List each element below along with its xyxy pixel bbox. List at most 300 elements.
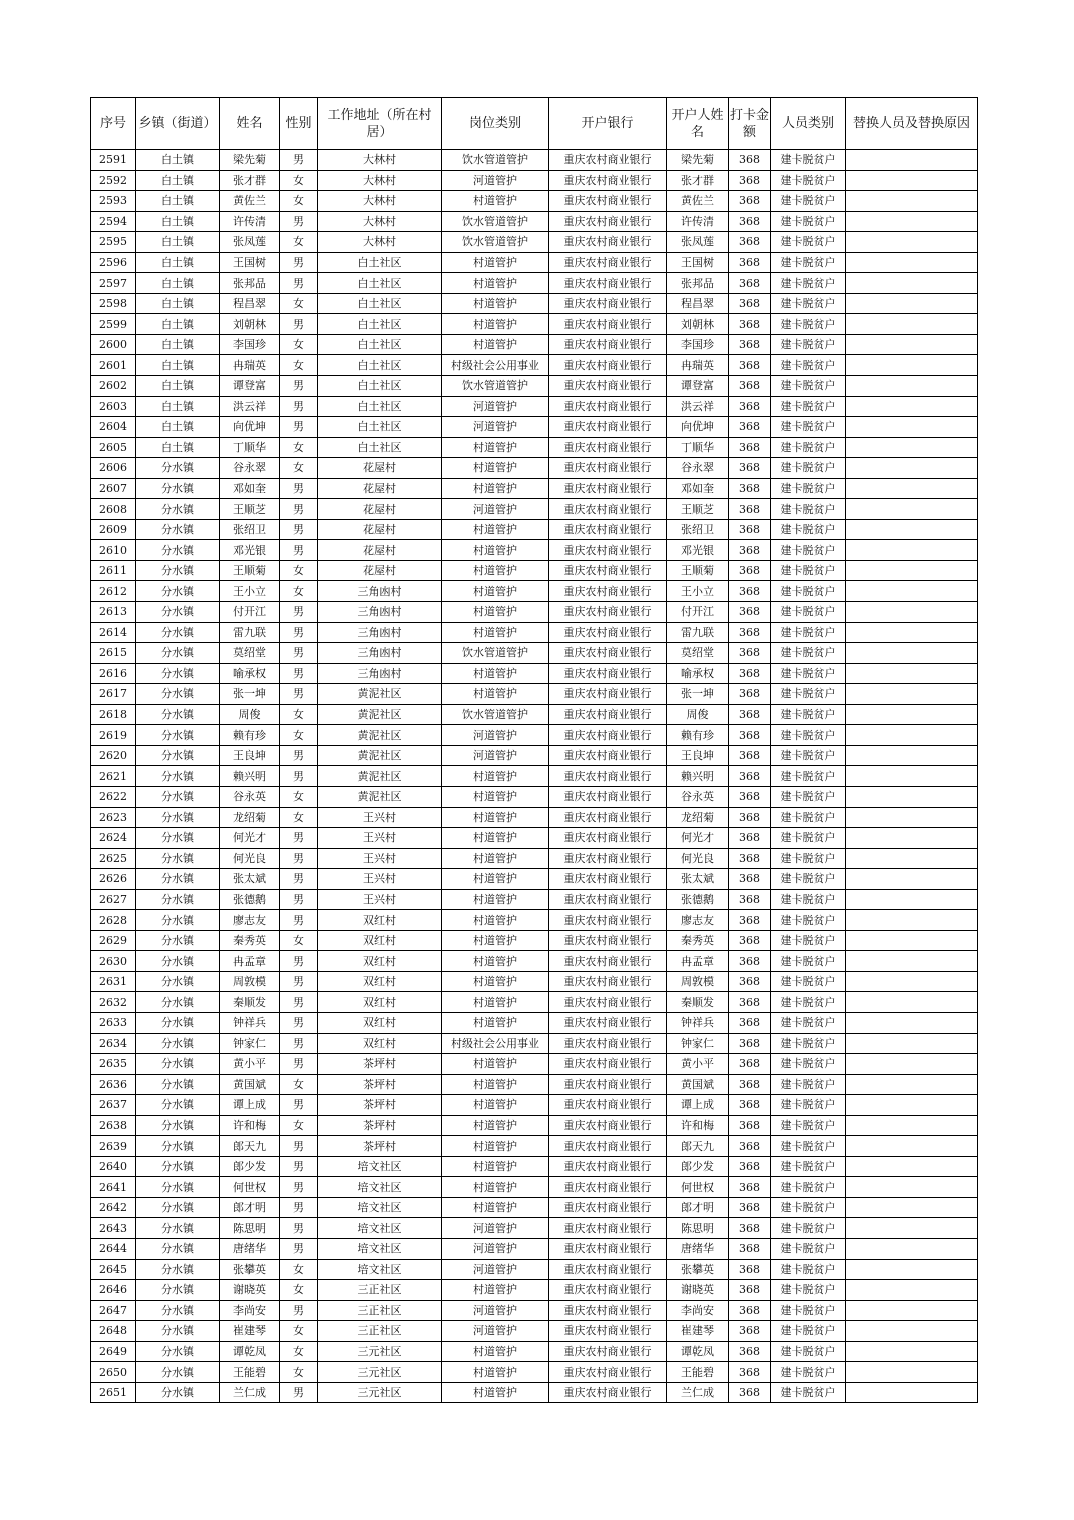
cell-amount: 368 bbox=[729, 314, 771, 335]
cell-name: 黄国斌 bbox=[220, 1074, 280, 1095]
cell-person-category: 建卡脱贫户 bbox=[771, 191, 846, 212]
cell-account-holder: 张邦品 bbox=[667, 273, 729, 294]
cell-replacement bbox=[846, 766, 978, 787]
cell-name: 王良坤 bbox=[220, 745, 280, 766]
cell-post-type: 村道管护 bbox=[442, 458, 549, 479]
cell-post-type: 村道管护 bbox=[442, 889, 549, 910]
cell-account-holder: 黄国斌 bbox=[667, 1074, 729, 1095]
cell-work-address: 三元社区 bbox=[318, 1362, 442, 1383]
cell-amount: 368 bbox=[729, 581, 771, 602]
table-row bbox=[91, 704, 978, 725]
cell-bank: 重庆农村商业银行 bbox=[549, 499, 667, 520]
cell-replacement bbox=[846, 437, 978, 458]
table-row bbox=[91, 355, 978, 376]
cell-work-address: 白土社区 bbox=[318, 437, 442, 458]
table-row bbox=[91, 869, 978, 890]
cell-account-holder: 何光才 bbox=[667, 828, 729, 849]
cell-work-address: 黄泥社区 bbox=[318, 684, 442, 705]
cell-index: 2594 bbox=[91, 211, 136, 232]
cell-gender: 女 bbox=[280, 458, 318, 479]
table-row bbox=[91, 786, 978, 807]
cell-work-address: 培文社区 bbox=[318, 1156, 442, 1177]
cell-name: 赖兴明 bbox=[220, 766, 280, 787]
cell-gender: 男 bbox=[280, 889, 318, 910]
cell-work-address: 茶坪村 bbox=[318, 1054, 442, 1075]
cell-post-type: 村道管护 bbox=[442, 1136, 549, 1157]
cell-account-holder: 陈思明 bbox=[667, 1218, 729, 1239]
cell-replacement bbox=[846, 602, 978, 623]
cell-amount: 368 bbox=[729, 910, 771, 931]
cell-post-type: 村道管护 bbox=[442, 992, 549, 1013]
cell-replacement bbox=[846, 1115, 978, 1136]
cell-work-address: 茶坪村 bbox=[318, 1115, 442, 1136]
cell-replacement bbox=[846, 1341, 978, 1362]
cell-gender: 男 bbox=[280, 1300, 318, 1321]
cell-index: 2617 bbox=[91, 684, 136, 705]
cell-account-holder: 郎少发 bbox=[667, 1156, 729, 1177]
cell-replacement bbox=[846, 663, 978, 684]
cell-bank: 重庆农村商业银行 bbox=[549, 1362, 667, 1383]
cell-bank: 重庆农村商业银行 bbox=[549, 1095, 667, 1116]
cell-work-address: 三角凼村 bbox=[318, 602, 442, 623]
cell-gender: 男 bbox=[280, 828, 318, 849]
cell-name: 莫绍堂 bbox=[220, 643, 280, 664]
cell-person-category: 建卡脱贫户 bbox=[771, 745, 846, 766]
cell-gender: 女 bbox=[280, 930, 318, 951]
cell-index: 2592 bbox=[91, 170, 136, 191]
cell-gender: 男 bbox=[280, 643, 318, 664]
cell-work-address: 三角凼村 bbox=[318, 643, 442, 664]
cell-person-category: 建卡脱贫户 bbox=[771, 478, 846, 499]
cell-work-address: 三角凼村 bbox=[318, 663, 442, 684]
cell-account-holder: 许和梅 bbox=[667, 1115, 729, 1136]
cell-index: 2607 bbox=[91, 478, 136, 499]
table-row bbox=[91, 951, 978, 972]
cell-person-category: 建卡脱贫户 bbox=[771, 1341, 846, 1362]
cell-township: 白土镇 bbox=[136, 376, 220, 397]
cell-township: 分水镇 bbox=[136, 519, 220, 540]
cell-account-holder: 何世权 bbox=[667, 1177, 729, 1198]
cell-index: 2631 bbox=[91, 971, 136, 992]
cell-bank: 重庆农村商业银行 bbox=[549, 437, 667, 458]
cell-township: 分水镇 bbox=[136, 684, 220, 705]
cell-bank: 重庆农村商业银行 bbox=[549, 334, 667, 355]
cell-work-address: 白土社区 bbox=[318, 355, 442, 376]
cell-township: 白土镇 bbox=[136, 314, 220, 335]
cell-replacement bbox=[846, 1238, 978, 1259]
cell-work-address: 黄泥社区 bbox=[318, 745, 442, 766]
cell-person-category: 建卡脱贫户 bbox=[771, 1033, 846, 1054]
cell-account-holder: 钟家仁 bbox=[667, 1033, 729, 1054]
cell-amount: 368 bbox=[729, 1280, 771, 1301]
table-row bbox=[91, 622, 978, 643]
cell-person-category: 建卡脱贫户 bbox=[771, 293, 846, 314]
cell-gender: 男 bbox=[280, 1054, 318, 1075]
cell-post-type: 村道管护 bbox=[442, 1074, 549, 1095]
table-row bbox=[91, 499, 978, 520]
cell-amount: 368 bbox=[729, 1341, 771, 1362]
cell-post-type: 河道管护 bbox=[442, 1238, 549, 1259]
cell-index: 2629 bbox=[91, 930, 136, 951]
cell-index: 2647 bbox=[91, 1300, 136, 1321]
table-row bbox=[91, 150, 978, 171]
col-header-replacement: 替换人员及替换原因 bbox=[846, 98, 978, 150]
cell-work-address: 王兴村 bbox=[318, 848, 442, 869]
cell-amount: 368 bbox=[729, 191, 771, 212]
cell-name: 许和梅 bbox=[220, 1115, 280, 1136]
cell-person-category: 建卡脱贫户 bbox=[771, 581, 846, 602]
cell-bank: 重庆农村商业银行 bbox=[549, 560, 667, 581]
cell-index: 2630 bbox=[91, 951, 136, 972]
cell-replacement bbox=[846, 170, 978, 191]
cell-bank: 重庆农村商业银行 bbox=[549, 1300, 667, 1321]
cell-post-type: 河道管护 bbox=[442, 1321, 549, 1342]
cell-post-type: 饮水管道管护 bbox=[442, 150, 549, 171]
cell-bank: 重庆农村商业银行 bbox=[549, 704, 667, 725]
cell-gender: 女 bbox=[280, 560, 318, 581]
cell-post-type: 村道管护 bbox=[442, 1382, 549, 1403]
cell-index: 2597 bbox=[91, 273, 136, 294]
table-row bbox=[91, 971, 978, 992]
cell-name: 王能碧 bbox=[220, 1362, 280, 1383]
table-row bbox=[91, 766, 978, 787]
cell-amount: 368 bbox=[729, 992, 771, 1013]
cell-work-address: 双红村 bbox=[318, 930, 442, 951]
cell-work-address: 双红村 bbox=[318, 971, 442, 992]
cell-person-category: 建卡脱贫户 bbox=[771, 252, 846, 273]
cell-work-address: 大林村 bbox=[318, 232, 442, 253]
cell-amount: 368 bbox=[729, 150, 771, 171]
cell-name: 邓光银 bbox=[220, 540, 280, 561]
table-row bbox=[91, 519, 978, 540]
cell-name: 冉瑞英 bbox=[220, 355, 280, 376]
cell-bank: 重庆农村商业银行 bbox=[549, 1033, 667, 1054]
cell-replacement bbox=[846, 252, 978, 273]
cell-person-category: 建卡脱贫户 bbox=[771, 1259, 846, 1280]
cell-account-holder: 冉瑞英 bbox=[667, 355, 729, 376]
cell-work-address: 三正社区 bbox=[318, 1321, 442, 1342]
cell-replacement bbox=[846, 828, 978, 849]
cell-index: 2613 bbox=[91, 602, 136, 623]
cell-gender: 女 bbox=[280, 191, 318, 212]
cell-amount: 368 bbox=[729, 725, 771, 746]
cell-replacement bbox=[846, 622, 978, 643]
cell-gender: 男 bbox=[280, 1238, 318, 1259]
cell-person-category: 建卡脱贫户 bbox=[771, 396, 846, 417]
cell-account-holder: 程昌翠 bbox=[667, 293, 729, 314]
cell-amount: 368 bbox=[729, 540, 771, 561]
cell-work-address: 花屋村 bbox=[318, 560, 442, 581]
cell-township: 分水镇 bbox=[136, 1074, 220, 1095]
table-row bbox=[91, 745, 978, 766]
cell-replacement bbox=[846, 1382, 978, 1403]
cell-name: 张绍卫 bbox=[220, 519, 280, 540]
cell-name: 何世权 bbox=[220, 1177, 280, 1198]
cell-amount: 368 bbox=[729, 376, 771, 397]
cell-township: 分水镇 bbox=[136, 971, 220, 992]
table-row bbox=[91, 1156, 978, 1177]
cell-township: 分水镇 bbox=[136, 1033, 220, 1054]
cell-gender: 男 bbox=[280, 376, 318, 397]
table-row bbox=[91, 273, 978, 294]
cell-person-category: 建卡脱贫户 bbox=[771, 725, 846, 746]
cell-township: 分水镇 bbox=[136, 1177, 220, 1198]
cell-account-holder: 张绍卫 bbox=[667, 519, 729, 540]
cell-township: 分水镇 bbox=[136, 1382, 220, 1403]
table-row bbox=[91, 1012, 978, 1033]
cell-replacement bbox=[846, 478, 978, 499]
cell-township: 分水镇 bbox=[136, 1362, 220, 1383]
cell-name: 张太斌 bbox=[220, 869, 280, 890]
cell-index: 2598 bbox=[91, 293, 136, 314]
cell-work-address: 花屋村 bbox=[318, 478, 442, 499]
cell-amount: 368 bbox=[729, 602, 771, 623]
cell-post-type: 河道管护 bbox=[442, 725, 549, 746]
cell-person-category: 建卡脱贫户 bbox=[771, 355, 846, 376]
cell-account-holder: 邓光银 bbox=[667, 540, 729, 561]
cell-replacement bbox=[846, 971, 978, 992]
cell-gender: 男 bbox=[280, 869, 318, 890]
cell-index: 2615 bbox=[91, 643, 136, 664]
cell-replacement bbox=[846, 1321, 978, 1342]
cell-township: 白土镇 bbox=[136, 150, 220, 171]
cell-gender: 女 bbox=[280, 807, 318, 828]
table-row bbox=[91, 560, 978, 581]
cell-amount: 368 bbox=[729, 252, 771, 273]
cell-post-type: 村道管护 bbox=[442, 1095, 549, 1116]
cell-township: 白土镇 bbox=[136, 396, 220, 417]
cell-amount: 368 bbox=[729, 1115, 771, 1136]
cell-gender: 女 bbox=[280, 786, 318, 807]
table-row bbox=[91, 1115, 978, 1136]
col-header-index: 序号 bbox=[91, 98, 136, 150]
cell-replacement bbox=[846, 704, 978, 725]
cell-gender: 男 bbox=[280, 1095, 318, 1116]
cell-person-category: 建卡脱贫户 bbox=[771, 869, 846, 890]
cell-replacement bbox=[846, 1218, 978, 1239]
cell-post-type: 村道管护 bbox=[442, 334, 549, 355]
cell-gender: 男 bbox=[280, 910, 318, 931]
cell-post-type: 村道管护 bbox=[442, 560, 549, 581]
cell-gender: 男 bbox=[280, 848, 318, 869]
cell-gender: 男 bbox=[280, 992, 318, 1013]
cell-post-type: 村道管护 bbox=[442, 663, 549, 684]
cell-bank: 重庆农村商业银行 bbox=[549, 684, 667, 705]
cell-replacement bbox=[846, 930, 978, 951]
cell-township: 分水镇 bbox=[136, 1012, 220, 1033]
cell-bank: 重庆农村商业银行 bbox=[549, 992, 667, 1013]
cell-bank: 重庆农村商业银行 bbox=[549, 828, 667, 849]
cell-index: 2639 bbox=[91, 1136, 136, 1157]
cell-township: 白土镇 bbox=[136, 334, 220, 355]
table-row bbox=[91, 643, 978, 664]
cell-amount: 368 bbox=[729, 1156, 771, 1177]
cell-township: 分水镇 bbox=[136, 1218, 220, 1239]
cell-index: 2645 bbox=[91, 1259, 136, 1280]
cell-gender: 女 bbox=[280, 293, 318, 314]
cell-township: 分水镇 bbox=[136, 602, 220, 623]
cell-replacement bbox=[846, 1054, 978, 1075]
cell-bank: 重庆农村商业银行 bbox=[549, 273, 667, 294]
cell-work-address: 花屋村 bbox=[318, 458, 442, 479]
cell-gender: 男 bbox=[280, 314, 318, 335]
cell-account-holder: 赖兴明 bbox=[667, 766, 729, 787]
cell-bank: 重庆农村商业银行 bbox=[549, 458, 667, 479]
cell-account-holder: 谭乾凤 bbox=[667, 1341, 729, 1362]
cell-bank: 重庆农村商业银行 bbox=[549, 1238, 667, 1259]
cell-amount: 368 bbox=[729, 889, 771, 910]
cell-bank: 重庆农村商业银行 bbox=[549, 663, 667, 684]
cell-index: 2603 bbox=[91, 396, 136, 417]
cell-index: 2640 bbox=[91, 1156, 136, 1177]
table-row bbox=[91, 1382, 978, 1403]
cell-bank: 重庆农村商业银行 bbox=[549, 869, 667, 890]
cell-person-category: 建卡脱贫户 bbox=[771, 170, 846, 191]
cell-gender: 男 bbox=[280, 211, 318, 232]
cell-index: 2650 bbox=[91, 1362, 136, 1383]
cell-post-type: 村道管护 bbox=[442, 602, 549, 623]
table-row bbox=[91, 1197, 978, 1218]
cell-township: 白土镇 bbox=[136, 252, 220, 273]
cell-post-type: 村道管护 bbox=[442, 252, 549, 273]
cell-replacement bbox=[846, 1095, 978, 1116]
cell-bank: 重庆农村商业银行 bbox=[549, 1321, 667, 1342]
cell-post-type: 村道管护 bbox=[442, 1280, 549, 1301]
cell-bank: 重庆农村商业银行 bbox=[549, 417, 667, 438]
cell-township: 白土镇 bbox=[136, 437, 220, 458]
col-header-township: 乡镇（街道） bbox=[136, 98, 220, 150]
cell-post-type: 村道管护 bbox=[442, 828, 549, 849]
cell-index: 2633 bbox=[91, 1012, 136, 1033]
cell-account-holder: 邓如奎 bbox=[667, 478, 729, 499]
table-row bbox=[91, 211, 978, 232]
cell-person-category: 建卡脱贫户 bbox=[771, 1197, 846, 1218]
cell-replacement bbox=[846, 1177, 978, 1198]
cell-township: 分水镇 bbox=[136, 560, 220, 581]
cell-replacement bbox=[846, 396, 978, 417]
cell-account-holder: 王顺芝 bbox=[667, 499, 729, 520]
cell-person-category: 建卡脱贫户 bbox=[771, 1382, 846, 1403]
cell-work-address: 三角凼村 bbox=[318, 581, 442, 602]
cell-account-holder: 张太斌 bbox=[667, 869, 729, 890]
cell-bank: 重庆农村商业银行 bbox=[549, 643, 667, 664]
cell-township: 分水镇 bbox=[136, 1280, 220, 1301]
cell-bank: 重庆农村商业银行 bbox=[549, 910, 667, 931]
cell-name: 钟家仁 bbox=[220, 1033, 280, 1054]
cell-amount: 368 bbox=[729, 458, 771, 479]
cell-name: 兰仁成 bbox=[220, 1382, 280, 1403]
col-header-work-address: 工作地址（所在村居） bbox=[318, 98, 442, 150]
cell-amount: 368 bbox=[729, 1197, 771, 1218]
cell-account-holder: 何光良 bbox=[667, 848, 729, 869]
cell-gender: 男 bbox=[280, 150, 318, 171]
cell-amount: 368 bbox=[729, 1074, 771, 1095]
cell-index: 2627 bbox=[91, 889, 136, 910]
cell-replacement bbox=[846, 1156, 978, 1177]
cell-name: 张攀英 bbox=[220, 1259, 280, 1280]
cell-bank: 重庆农村商业银行 bbox=[549, 478, 667, 499]
cell-amount: 368 bbox=[729, 396, 771, 417]
cell-post-type: 村道管护 bbox=[442, 848, 549, 869]
cell-index: 2634 bbox=[91, 1033, 136, 1054]
table-row bbox=[91, 1238, 978, 1259]
cell-township: 分水镇 bbox=[136, 663, 220, 684]
cell-township: 分水镇 bbox=[136, 1115, 220, 1136]
cell-account-holder: 张凤莲 bbox=[667, 232, 729, 253]
cell-replacement bbox=[846, 499, 978, 520]
cell-name: 王小立 bbox=[220, 581, 280, 602]
cell-bank: 重庆农村商业银行 bbox=[549, 581, 667, 602]
cell-account-holder: 郎天九 bbox=[667, 1136, 729, 1157]
cell-replacement bbox=[846, 540, 978, 561]
cell-account-holder: 丁顺华 bbox=[667, 437, 729, 458]
cell-replacement bbox=[846, 293, 978, 314]
cell-name: 许传清 bbox=[220, 211, 280, 232]
cell-work-address: 培文社区 bbox=[318, 1259, 442, 1280]
cell-bank: 重庆农村商业银行 bbox=[549, 889, 667, 910]
cell-gender: 女 bbox=[280, 1362, 318, 1383]
cell-name: 王顺菊 bbox=[220, 560, 280, 581]
cell-index: 2591 bbox=[91, 150, 136, 171]
cell-name: 廖志友 bbox=[220, 910, 280, 931]
cell-account-holder: 许传清 bbox=[667, 211, 729, 232]
cell-account-holder: 喻承权 bbox=[667, 663, 729, 684]
cell-township: 分水镇 bbox=[136, 458, 220, 479]
cell-name: 谭登富 bbox=[220, 376, 280, 397]
cell-gender: 男 bbox=[280, 684, 318, 705]
cell-replacement bbox=[846, 1259, 978, 1280]
cell-township: 分水镇 bbox=[136, 1197, 220, 1218]
cell-index: 2644 bbox=[91, 1238, 136, 1259]
cell-index: 2602 bbox=[91, 376, 136, 397]
cell-work-address: 黄泥社区 bbox=[318, 725, 442, 746]
cell-post-type: 村道管护 bbox=[442, 1012, 549, 1033]
cell-post-type: 村道管护 bbox=[442, 540, 549, 561]
cell-account-holder: 龙绍菊 bbox=[667, 807, 729, 828]
cell-gender: 男 bbox=[280, 1012, 318, 1033]
cell-bank: 重庆农村商业银行 bbox=[549, 150, 667, 171]
cell-replacement bbox=[846, 1280, 978, 1301]
cell-name: 谷永英 bbox=[220, 786, 280, 807]
table-row bbox=[91, 807, 978, 828]
cell-name: 王国树 bbox=[220, 252, 280, 273]
table-row bbox=[91, 828, 978, 849]
cell-account-holder: 李尚安 bbox=[667, 1300, 729, 1321]
personnel-table bbox=[90, 97, 978, 1403]
cell-amount: 368 bbox=[729, 766, 771, 787]
cell-bank: 重庆农村商业银行 bbox=[549, 1012, 667, 1033]
cell-person-category: 建卡脱贫户 bbox=[771, 663, 846, 684]
cell-gender: 男 bbox=[280, 622, 318, 643]
cell-post-type: 河道管护 bbox=[442, 1218, 549, 1239]
cell-replacement bbox=[846, 273, 978, 294]
cell-work-address: 花屋村 bbox=[318, 519, 442, 540]
cell-work-address: 三正社区 bbox=[318, 1300, 442, 1321]
cell-account-holder: 崔建琴 bbox=[667, 1321, 729, 1342]
cell-post-type: 村道管护 bbox=[442, 1054, 549, 1075]
table-row bbox=[91, 1136, 978, 1157]
cell-gender: 女 bbox=[280, 581, 318, 602]
cell-amount: 368 bbox=[729, 1012, 771, 1033]
cell-amount: 368 bbox=[729, 745, 771, 766]
cell-township: 分水镇 bbox=[136, 1054, 220, 1075]
table-row bbox=[91, 458, 978, 479]
cell-bank: 重庆农村商业银行 bbox=[549, 951, 667, 972]
cell-person-category: 建卡脱贫户 bbox=[771, 1074, 846, 1095]
cell-bank: 重庆农村商业银行 bbox=[549, 930, 667, 951]
cell-name: 谭上成 bbox=[220, 1095, 280, 1116]
table-row bbox=[91, 191, 978, 212]
